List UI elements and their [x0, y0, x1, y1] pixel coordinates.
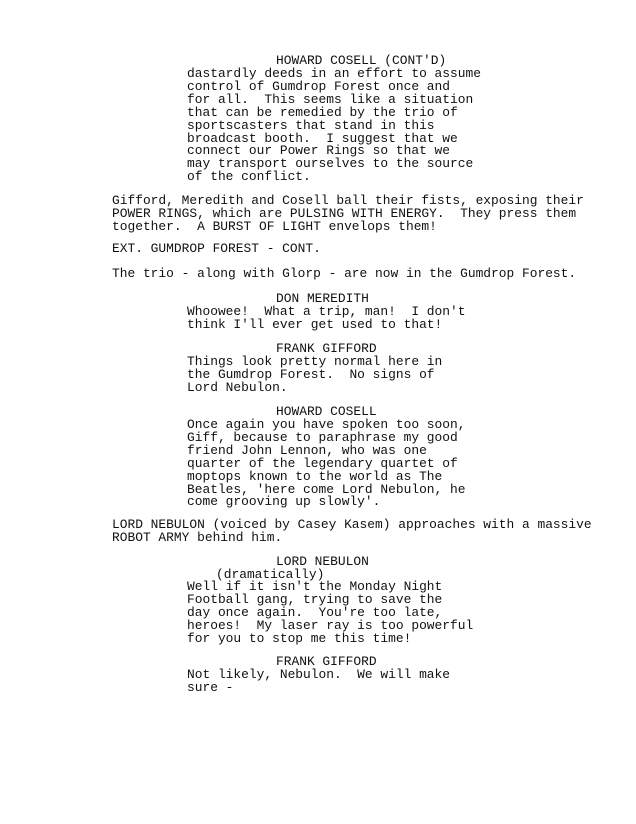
character-cue: FRANK GIFFORD [276, 341, 377, 356]
dialogue-block: Not likely, Nebulon. We will make sure - [187, 667, 451, 695]
action-block: The trio - along with Glorp - are now in the Gumdrop Forest. [112, 266, 577, 281]
character-cue: LORD NEBULON [276, 554, 369, 569]
dialogue-block: Whoowee! What a trip, man! I don't think I'll ever get used to that! [187, 304, 466, 332]
action-block: Gifford, Meredith and Cosell ball their fists, exposing their POWER RINGS, which are PULSING WITH ENERGY. They press them together. A BURST OF LIGHT envelops them! [112, 193, 584, 234]
action-block: LORD NEBULON (voiced by Casey Kasem) approaches with a massive ROBOT ARMY behind him. [112, 517, 592, 545]
dialogue-block: Well if it isn't the Monday Night Football gang, trying to save the day once again. You're too late, heroes! My laser ray is too powerful for you to stop me this time! [187, 579, 474, 646]
character-cue: FRANK GIFFORD [276, 654, 377, 669]
scene-heading: EXT. GUMDROP FOREST - CONT. [112, 241, 321, 256]
character-cue: HOWARD COSELL [276, 404, 377, 419]
dialogue-block: dastardly deeds in an effort to assume control of Gumdrop Forest once and for all. This seems like a situation that can be remedied by the trio of sportscasters that stand in this broadcast booth. I suggest that we connect our Power Rings so that we may transport ourselves to the source of the conflict. [187, 66, 481, 185]
dialogue-block: Things look pretty normal here in the Gumdrop Forest. No signs of Lord Nebulon. [187, 354, 443, 395]
character-cue: HOWARD COSELL (CONT'D) [276, 53, 447, 68]
dialogue-block: Once again you have spoken too soon, Giff, because to paraphrase my good friend John Lennon, who was one quarter of the legendary quartet of moptops known to the world as The Beatles, 'here come Lord Nebulon, he come grooving up slowly'. [187, 417, 466, 510]
parenthetical: (dramatically) [216, 567, 325, 582]
character-cue: DON MEREDITH [276, 291, 369, 306]
